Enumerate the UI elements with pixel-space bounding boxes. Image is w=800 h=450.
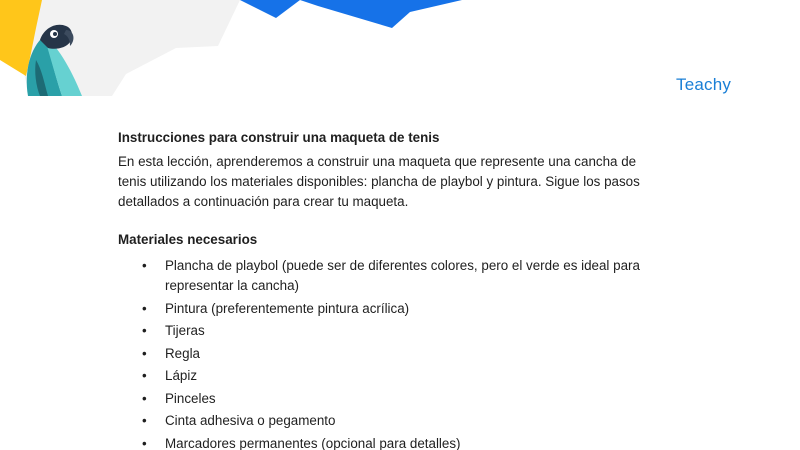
list-item-text: Plancha de playbol (puede ser de diferentes colores, pero el verde es ideal para representar la cancha) [165, 258, 640, 293]
list-item-text: Regla [165, 345, 200, 361]
brand-name[interactable]: Teachy [676, 75, 732, 94]
bullet-icon: • [142, 435, 147, 450]
list-item [118, 299, 663, 319]
materials-list [118, 256, 663, 450]
bullet-icon: • [142, 368, 147, 383]
list-item-text: Lápiz [165, 368, 198, 383]
materials-heading: Materiales necesarios [118, 232, 258, 247]
bullet-icon: • [142, 323, 147, 338]
list-item [118, 411, 663, 431]
document-title: Instrucciones para construir una maqueta de tenis [118, 130, 440, 145]
document-content [118, 128, 663, 450]
list-item-text: Pinceles [165, 390, 216, 406]
list-item-text: Marcadores permanentes (opcional para detalles) [165, 435, 461, 450]
list-item-text: Cinta adhesiva o pegamento [165, 413, 336, 428]
intro-paragraph: En esta lección, aprenderemos a construir una maqueta que represente una cancha de tenis utilizando los materiales disponibles: plancha de playbol y pintura. Sigue los pasos detallados a continuación para crear tu maqueta. [118, 154, 640, 209]
list-item-text: Pintura (preferentemente pintura acrílica) [165, 300, 410, 316]
list-item-text: Tijeras [165, 323, 205, 338]
list-item [118, 434, 663, 450]
bullet-icon: • [142, 300, 147, 316]
header-blue-shape [240, 0, 462, 28]
list-item [118, 389, 663, 409]
bullet-icon: • [142, 345, 147, 361]
list-item [118, 344, 663, 364]
bullet-icon: • [142, 258, 147, 273]
bullet-icon: • [142, 413, 147, 428]
list-item [118, 256, 663, 296]
list-item [118, 321, 663, 341]
list-item [118, 366, 663, 386]
bullet-icon: • [142, 390, 147, 406]
